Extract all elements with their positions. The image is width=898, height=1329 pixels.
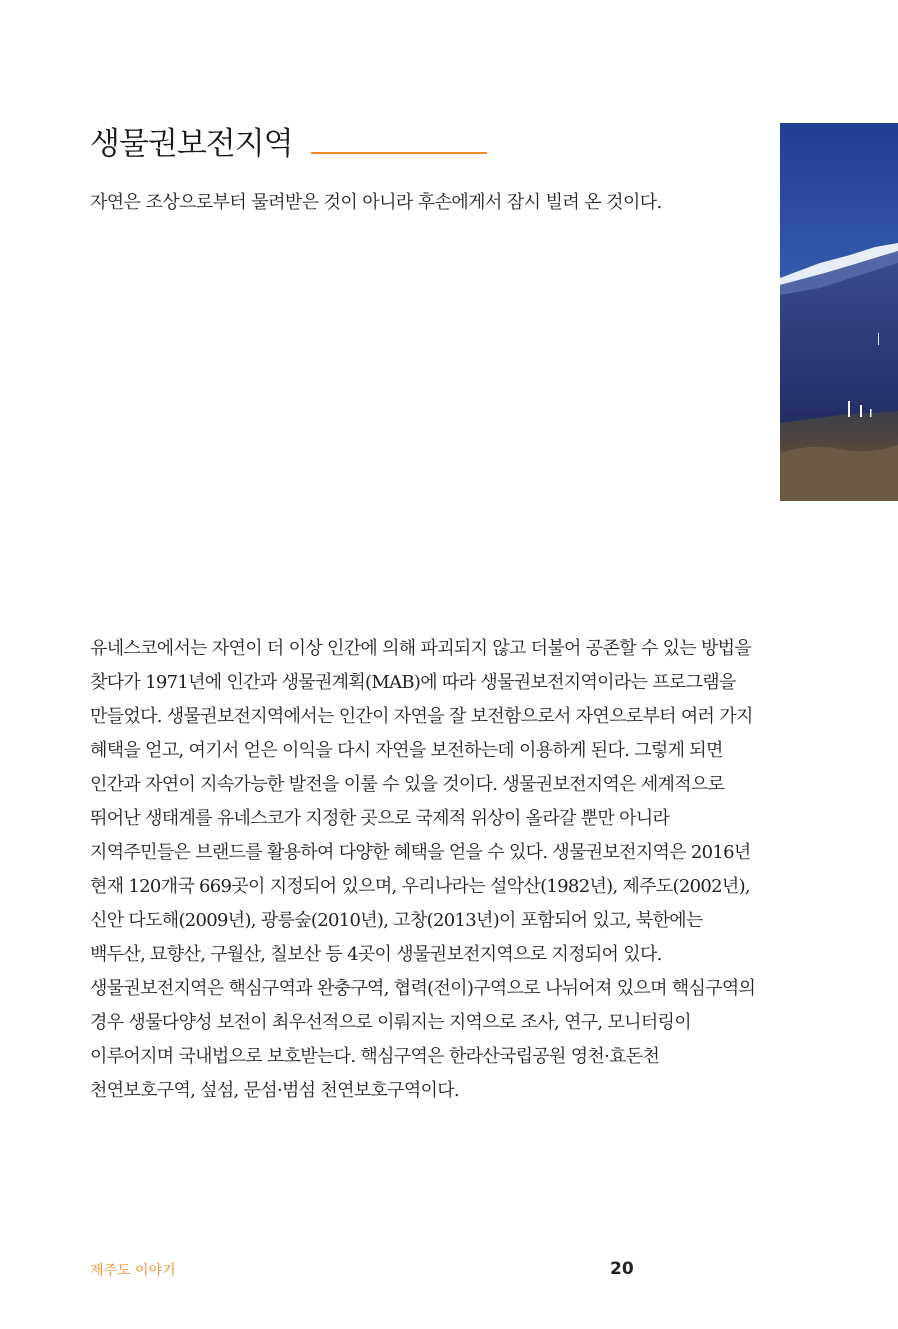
title-row bbox=[90, 118, 487, 163]
mountain-photo bbox=[780, 123, 898, 501]
title-underline bbox=[311, 152, 487, 154]
page-title: 생물권보전지역 bbox=[90, 126, 293, 162]
body-paragraph: 유네스코에서는 자연이 더 이상 인간에 의해 파괴되지 않고 더불어 공존할 수 있는 방법을 찾다가 1971년에 인간과 생물권계획(MAB)에 따라 생물권보전지역이라는 프로그램을 만들었다. 생물권보전지역에서는 인간이 자연을 잘 보전함으로서 자연으로부터 여러 가지 혜택을 얻고, 여기서 얻은 이익을 다시 자연을 보전하는데 이용하게 된다. 그렇게 되면 인간과 자연이 지속가능한 발전을 이룰 수 있을 것이다. 생물권보전지역은 세계적으로 뛰어난 생태계를 유네스코가 지정한 곳으로 국제적 위상이 올라갈 뿐만 아니라 지역주민들은 브랜드를 활용하여 다양한 혜택을 얻을 수 있다. 생물권보전지역은 2016년 현재 120개국 669곳이 지정되어 있으며, 우리나라는 설악산(1982년), 제주도(2002년), 신안 다도해(2009년), 광릉숲(2010년), 고창(2013년)이 포함되어 있고, 북한에는 백두산, 묘향산, 구월산, 칠보산 등 4곳이 생물권보전지역으로 지정되어 있다.생물권보전지역은 핵심구역과 완충구역, 협력(전이)구역으로 나뉘어져 있으며 핵심구역의 경우 생물다양성 보전이 최우선적으로 이뤄지는 지역으로 조사, 연구, 모니터링이 이루어지며 국내법으로 보호받는다. 핵심구역은 한라산국립공원 영천·효돈천 천연보호구역, 섶섬, 문섬·범섬 천연보호구역이다. bbox=[90, 638, 756, 1101]
subtitle-quote: 자연은 조상으로부터 물려받은 것이 아니라 후손에게서 잠시 빌려 온 것이다. bbox=[90, 192, 662, 213]
page-number: 20 bbox=[610, 1259, 634, 1279]
mountain-photo-icon bbox=[780, 123, 898, 501]
footer-section-label: 제주도 이야기 bbox=[90, 1263, 176, 1279]
